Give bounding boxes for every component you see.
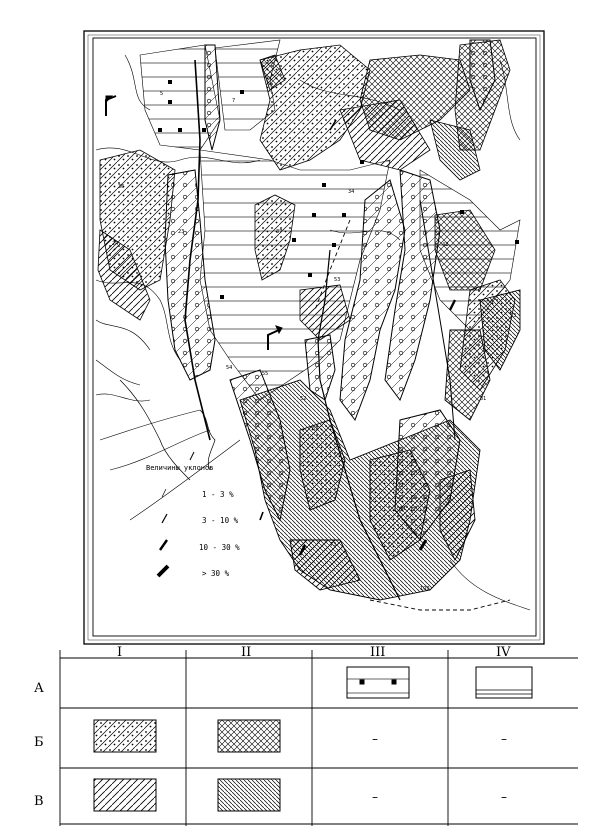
row-header-v: В — [34, 794, 44, 809]
legend-label-1: 1 - 3 % — [202, 490, 234, 499]
matrix-swatches — [94, 667, 532, 811]
legend-label-4: > 30 % — [202, 569, 230, 578]
svg-text:42: 42 — [442, 242, 449, 248]
row-header-a: А — [34, 681, 44, 696]
svg-text:109: 109 — [420, 586, 430, 592]
svg-text:24: 24 — [112, 241, 119, 247]
swatch-i-v — [94, 779, 156, 811]
svg-text:73: 73 — [330, 542, 337, 548]
slope-line-thick-icon — [160, 540, 167, 550]
svg-text:54: 54 — [226, 365, 233, 371]
svg-text:55: 55 — [262, 371, 269, 377]
empty-mark-b-iv: – — [501, 732, 507, 746]
empty-mark-b-iii: – — [372, 732, 378, 746]
col-header-4: IV — [496, 645, 511, 660]
svg-text:53: 53 — [510, 313, 517, 319]
col-header-1: I — [117, 645, 123, 660]
empty-mark-v-iii: – — [372, 790, 378, 804]
swatch-ii-v — [218, 779, 280, 811]
svg-text:37: 37 — [276, 229, 283, 235]
svg-text:7: 7 — [232, 98, 236, 104]
slope-line-bold-icon — [158, 566, 168, 576]
svg-text:71: 71 — [400, 506, 407, 512]
legend-label-2: 3 - 10 % — [202, 516, 239, 525]
svg-text:23: 23 — [178, 229, 185, 235]
col-header-3: III — [370, 645, 386, 660]
svg-text:52: 52 — [300, 396, 307, 402]
slope-legend — [146, 464, 240, 578]
swatch-iii-a — [347, 667, 409, 698]
swatch-iv-a — [476, 667, 532, 698]
col-header-2: II — [241, 645, 252, 660]
svg-text:5: 5 — [160, 91, 164, 97]
svg-text:53: 53 — [334, 277, 341, 283]
swatch-i-b — [94, 720, 156, 752]
legend-title: Величины уклонов — [146, 464, 214, 472]
svg-text:34: 34 — [348, 189, 355, 195]
svg-text:81: 81 — [480, 396, 487, 402]
empty-mark-v-iv: – — [501, 790, 507, 804]
svg-text:36: 36 — [118, 184, 125, 190]
legend-label-3: 10 - 30 % — [199, 543, 240, 552]
swatch-ii-b — [218, 720, 280, 752]
slope-line-medium-icon — [162, 514, 167, 523]
svg-text:63: 63 — [312, 426, 319, 432]
row-header-b: Б — [34, 735, 44, 750]
